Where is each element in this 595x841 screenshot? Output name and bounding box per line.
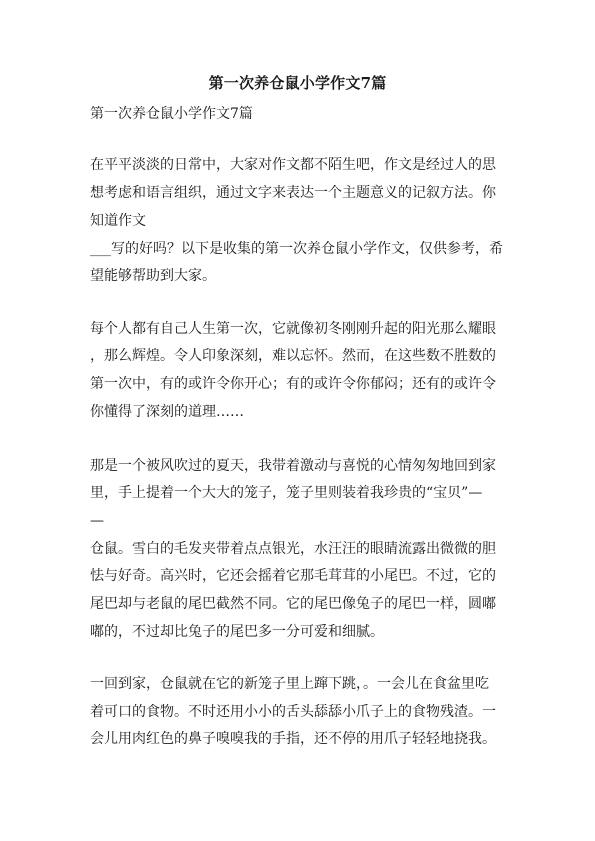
paragraph-line: 怯与好奇。高兴时，它还会摇着它那毛茸茸的小尾巴。不过，它的 <box>90 568 496 584</box>
paragraph-line: 着可口的食物。不时还用小小的舌头舔舔小爪子上的食物残渣。一 <box>90 704 496 720</box>
paragraph-line: 尾巴却与老鼠的尾巴截然不同。它的尾巴像兔子的尾巴一样，圆嘟 <box>90 596 496 612</box>
paragraph-line: 你懂得了深刻的道理…… <box>90 404 244 420</box>
paragraph-line: 想考虑和语言组织，通过文字来表达一个主题意义的记叙方法。你 <box>90 185 496 201</box>
paragraph-line: 里，手上提着一个大大的笼子，笼子里则装着我珍贵的“宝贝”— <box>90 485 483 501</box>
paragraph-line: 那是一个被风吹过的夏天，我带着激动与喜悦的心情匆匆地回到家 <box>90 458 496 474</box>
paragraph-line: 每个人都有自己人生第一次，它就像初冬刚刚升起的阳光那么耀眼 <box>90 321 496 337</box>
paragraph-line: 第一次中，有的或许令你开心；有的或许令你郁闷；还有的或许令 <box>90 376 496 392</box>
paragraph-line: 一回到家，仓鼠就在它的新笼子里上蹿下跳，。一会儿在食盆里吃 <box>90 676 489 692</box>
paragraph-line: 会儿用肉红色的鼻子嗅嗅我的手指，还不停的用爪子轻轻地挠我。 <box>90 731 496 747</box>
paragraph-line: ___写的好吗？以下是收集的第一次养仓鼠小学作文，仅供参考，希 <box>90 241 503 257</box>
paragraph-line: — <box>90 513 104 529</box>
paragraph-line: 嘟的，不过却比兔子的尾巴多一分可爱和细腻。 <box>90 624 384 640</box>
document-title: 第一次养仓鼠小学作文7篇 <box>208 74 387 92</box>
document-subtitle: 第一次养仓鼠小学作文7篇 <box>90 106 253 122</box>
paragraph-line: 在平平淡淡的日常中，大家对作文都不陌生吧，作文是经过人的思 <box>90 157 496 173</box>
paragraph-line: 望能够帮助到大家。 <box>90 268 216 284</box>
paragraph-line: ，那么辉煌。令人印象深刻，难以忘怀。然而，在这些数不胜数的 <box>90 348 496 364</box>
paragraph-line: 仓鼠。雪白的毛发夹带着点点银光，水汪汪的眼睛流露出微微的胆 <box>90 541 496 557</box>
paragraph-line: 知道作文 <box>90 213 146 229</box>
